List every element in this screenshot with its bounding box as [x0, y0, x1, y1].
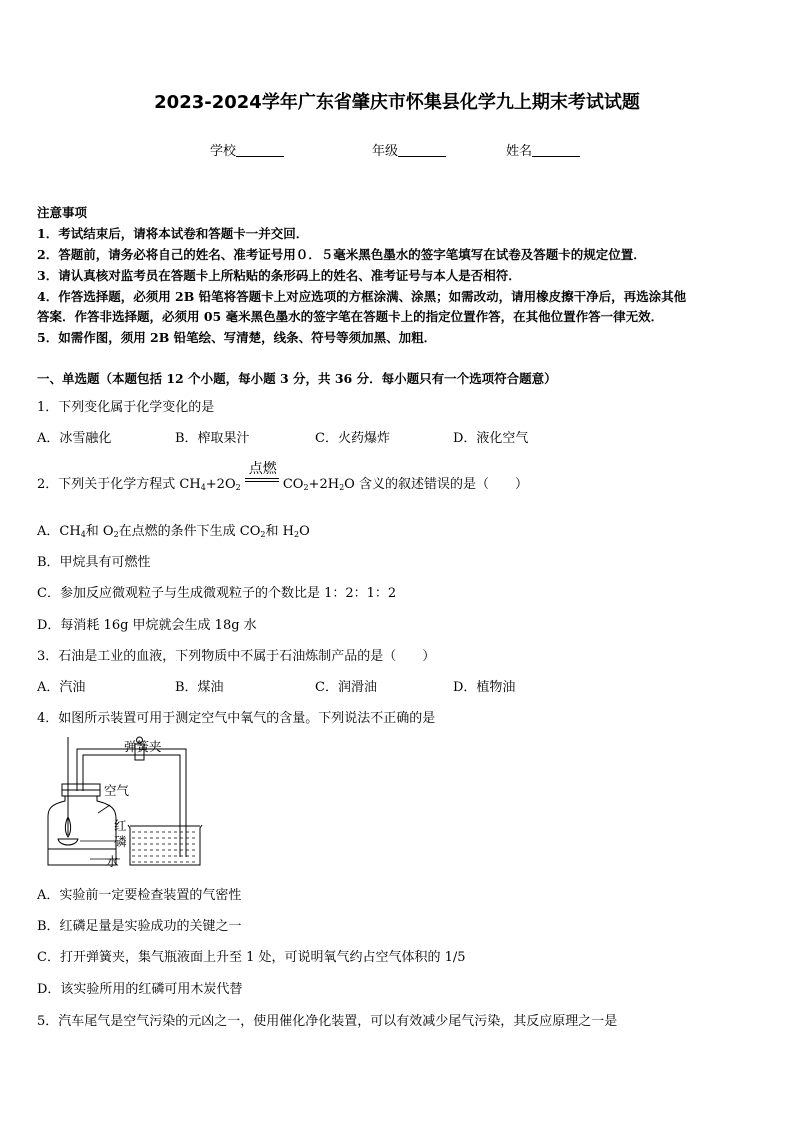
reaction-condition: 点燃 [248, 461, 277, 477]
notice-item: 5．如需作图，须用 2B 铅笔绘、写清楚，线条、符号等须加黑、加粗． [37, 330, 437, 345]
q2-option-c: C．参加反应微观粒子与生成微观粒子的个数比是 1：2：1：2 [37, 586, 397, 601]
clamp-label: 弹簧夹 [124, 739, 162, 754]
notice-item: 答案．作答非选择题，必须用 05 毫米黑色墨水的签字笔在答题卡上的指定位置作答，在其他位置作答一律无效． [37, 309, 664, 324]
red-phosphorus-label-1: 红 [114, 818, 127, 833]
q3-option-b: B．煤油 [175, 680, 224, 695]
notice-item: 1．考试结束后，请将本试卷和答题卡一并交回． [37, 226, 309, 241]
notice-item: 3．请认真核对监考员在答题卡上所粘贴的条形码上的姓名、准考证号与本人是否相符． [37, 268, 521, 283]
oxygen-measurement-apparatus-diagram [40, 735, 240, 870]
q1-option-a: A．冰雪融化 [37, 431, 112, 446]
page-title: 2023-2024学年广东省肇庆市怀集县化学九上期末考试试题 [154, 92, 640, 113]
q1-option-d: D．液化空气 [453, 431, 529, 446]
q3-option-c: C．润滑油 [315, 680, 377, 695]
question-4-stem: 4．如图所示装置可用于测定空气中氧气的含量。下列说法不正确的是 [37, 711, 436, 726]
notice-item: 2．答题前，请务必将自己的姓名、准考证号用０．５毫米黑色墨水的签字笔填写在试卷及答题卡的规定位置． [37, 247, 646, 262]
name-field [506, 140, 580, 159]
q4-option-b: B．红磷足量是实验成功的关键之一 [37, 919, 242, 934]
q1-option-c: C．火药爆炸 [315, 431, 390, 446]
question-5-stem: 5．汽车尾气是空气污染的元凶之一，使用催化净化装置，可以有效减少尾气污染，其反应原理之一是 [37, 1014, 618, 1029]
school-field [210, 140, 284, 159]
red-phosphorus-label-2: 磷 [114, 834, 127, 849]
question-2-stem: 2．下列关于化学方程式 $CH_4+2O_2$ 点燃 $CO_2+2H_2O$ 含义的叙述错误的是（ ） [37, 473, 528, 492]
school-label: 学校 [210, 144, 237, 159]
q3-option-d: D．植物油 [453, 680, 516, 695]
grade-blank [398, 142, 446, 157]
name-blank [532, 142, 580, 157]
grade-label: 年级 [372, 144, 399, 159]
name-label: 姓名 [506, 144, 533, 159]
reaction-arrow [243, 461, 277, 489]
notice-heading: 注意事项 [37, 205, 88, 220]
air-label: 空气 [104, 783, 130, 798]
q1-option-b: B．榨取果汁 [175, 431, 250, 446]
q3-option-a: A．汽油 [37, 680, 86, 695]
notice-item: 4．作答选择题，必须用 2B 铅笔将答题卡上对应选项的方框涂满、涂黑；如需改动，请用橡皮擦干净后，再选涂其他 [37, 289, 687, 304]
grade-field [372, 140, 446, 159]
q2-option-b: B．甲烷具有可燃性 [37, 555, 151, 570]
section-heading: 一、单选题（本题包括 12 个小题，每小题 3 分，共 36 分．每小题只有一个选项符合题意） [37, 371, 557, 386]
q2-option-d: D．每消耗 16g 甲烷就会生成 18g 水 [37, 618, 257, 633]
q4-option-c: C．打开弹簧夹，集气瓶液面上升至 1 处，可说明氧气约占空气体积的 1/5 [37, 950, 466, 965]
q2-option-a: A．$CH_4$和 $O_2$在点燃的条件下生成 $CO_2$和 $H_2O$ [37, 524, 310, 539]
question-1-stem: 1．下列变化属于化学变化的是 [37, 400, 215, 415]
water-label: 水 [106, 854, 119, 869]
q4-option-d: D．该实验所用的红磷可用木炭代替 [37, 982, 243, 997]
school-blank [236, 142, 284, 157]
q4-option-a: A．实验前一定要检查装置的气密性 [37, 888, 242, 903]
question-3-stem: 3．石油是工业的血液，下列物质中不属于石油炼制产品的是（ ） [37, 649, 436, 664]
